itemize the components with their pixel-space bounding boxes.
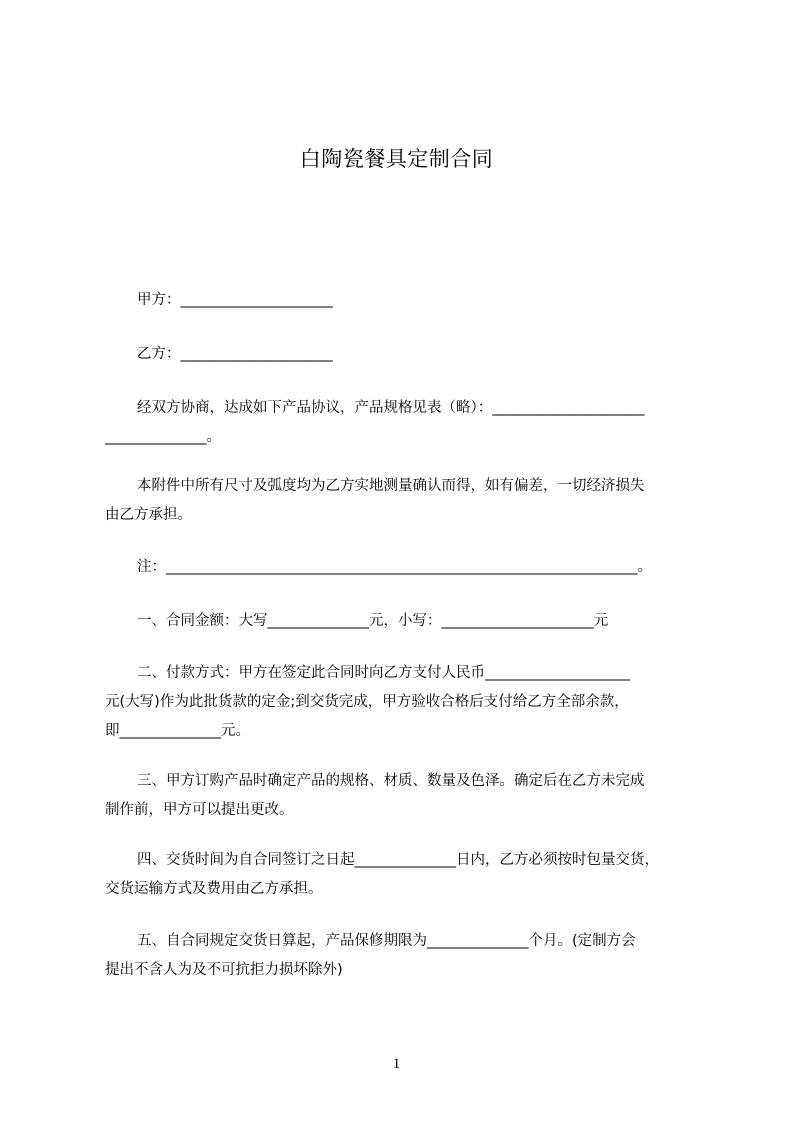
paragraph-line: ______________。	[105, 429, 221, 445]
clause-1	[105, 607, 700, 636]
paragraph-line: 经双方协商，达成如下产品协议，产品规格见表（略）：_____________________	[137, 400, 645, 416]
clause-line: 制作前，甲方可以提出更改。	[105, 802, 294, 818]
clause-line: 元(大写)作为此批货款的定金;到交货完成，甲方验收合格后支付给乙方全部余款，	[105, 694, 629, 710]
clause-line: 四、交货时间为自合同签订之日起______________日内，乙方必须按时包量交货，	[137, 852, 659, 868]
measurement-paragraph	[105, 472, 700, 530]
clause-line: 一、合同金额：大写______________元，小写：_____________________元	[137, 613, 609, 629]
party-b-line	[105, 340, 700, 369]
clause-3	[105, 767, 700, 825]
clause-line: 二、付款方式：甲方在签定此合同时向乙方支付人民币____________________	[137, 665, 630, 681]
clause-2	[105, 659, 700, 746]
note-line	[105, 553, 700, 582]
agreement-paragraph	[105, 394, 700, 452]
page-number: 1	[392, 1056, 401, 1072]
party-a-line	[105, 286, 700, 315]
note-text: 注：_________________________________________________________________。	[137, 559, 652, 575]
paragraph-line: 由乙方承担。	[105, 507, 192, 523]
party-b-text: 乙方：_____________________	[137, 346, 333, 362]
document-title: 白陶瓷餐具定制合同	[299, 147, 494, 171]
clause-line: 即______________元。	[105, 723, 250, 739]
clause-5	[105, 927, 700, 985]
clause-line: 三、甲方订购产品时确定产品的规格、材质、数量及色泽。确定后在乙方未完成	[137, 773, 645, 789]
clause-line: 交货运输方式及费用由乙方承担。	[105, 881, 323, 897]
clause-line: 提出不含人为及不可抗拒力损坏除外)	[105, 962, 343, 978]
party-a-text: 甲方：_____________________	[137, 292, 333, 308]
paragraph-line: 本附件中所有尺寸及弧度均为乙方实地测量确认而得，如有偏差，一切经济损失	[137, 478, 645, 494]
clause-4	[105, 846, 700, 904]
clause-line: 五、自合同规定交货日算起，产品保修期限为______________个月。(定制方会	[137, 933, 636, 949]
